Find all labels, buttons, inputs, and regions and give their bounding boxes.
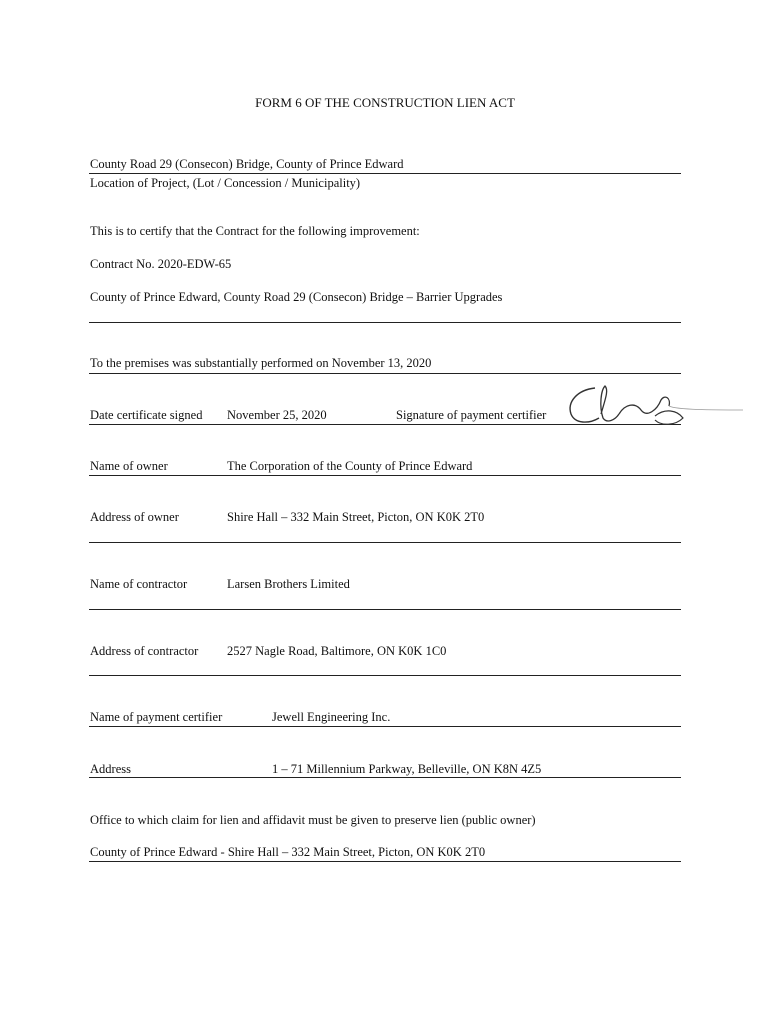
divider <box>89 609 681 610</box>
contractor-name-label: Name of contractor <box>90 577 188 591</box>
divider <box>89 861 681 862</box>
lien-office-label: Office to which claim for lien and affidavit must be given to preserve lien (public owner) <box>90 813 536 827</box>
certifier-name-label: Name of payment certifier <box>90 710 223 724</box>
divider <box>89 777 681 778</box>
performed-text: To the premises was substantially performed on November 13, 2020 <box>90 356 432 370</box>
divider <box>89 726 681 727</box>
date-signed-label: Date certificate signed <box>90 408 203 422</box>
divider <box>89 542 681 543</box>
owner-address-label: Address of owner <box>90 510 179 524</box>
certifier-address-value: 1 – 71 Millennium Parkway, Belleville, ON K8N 4Z5 <box>272 762 542 776</box>
lien-office-value: County of Prince Edward - Shire Hall – 332 Main Street, Picton, ON K0K 2T0 <box>90 845 486 859</box>
certifier-address-label: Address <box>90 762 131 776</box>
divider <box>89 373 681 374</box>
project-location-caption: Location of Project, (Lot / Concession / Municipality) <box>90 176 361 190</box>
divider <box>89 173 681 174</box>
contractor-address-value: 2527 Nagle Road, Baltimore, ON K0K 1C0 <box>227 644 447 658</box>
owner-name-value: The Corporation of the County of Prince Edward <box>227 459 473 473</box>
contract-number: Contract No. 2020-EDW-65 <box>90 257 232 271</box>
form-title: FORM 6 OF THE CONSTRUCTION LIEN ACT <box>255 95 515 110</box>
signature-image <box>565 380 745 432</box>
contractor-name-value: Larsen Brothers Limited <box>227 577 350 591</box>
owner-address-value: Shire Hall – 332 Main Street, Picton, ON K0K 2T0 <box>227 510 485 524</box>
signature-label: Signature of payment certifier <box>396 408 547 422</box>
divider <box>89 675 681 676</box>
owner-name-label: Name of owner <box>90 459 168 473</box>
project-location: County Road 29 (Consecon) Bridge, County of Prince Edward <box>90 157 404 171</box>
certifier-name-value: Jewell Engineering Inc. <box>272 710 391 724</box>
contract-description: County of Prince Edward, County Road 29 (Consecon) Bridge – Barrier Upgrades <box>90 290 503 304</box>
divider <box>89 475 681 476</box>
certify-text: This is to certify that the Contract for the following improvement: <box>90 224 420 238</box>
contractor-address-label: Address of contractor <box>90 644 199 658</box>
divider <box>89 322 681 323</box>
date-signed-value: November 25, 2020 <box>227 408 327 422</box>
